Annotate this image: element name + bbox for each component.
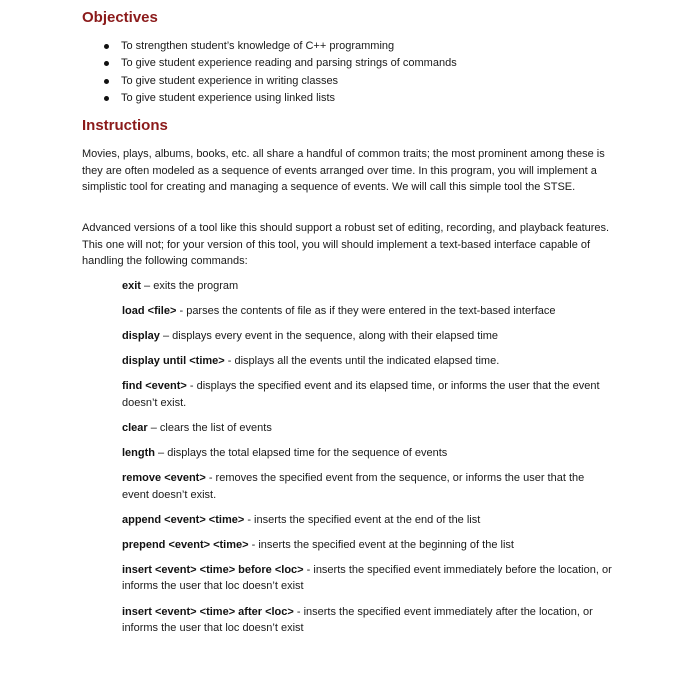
objective-item: [104, 38, 644, 55]
command-name: find <event>: [122, 380, 187, 393]
objective-text: To give student experience using linked lists: [121, 92, 336, 105]
command-item: [122, 278, 612, 295]
command-name: insert <event> <time> after <loc>: [122, 605, 294, 618]
command-description: - inserts the specified event at the end of the list: [244, 513, 481, 526]
command-item: [122, 353, 612, 370]
command-description: - displays all the events until the indicated elapsed time.: [224, 355, 500, 368]
command-name: load <file>: [122, 305, 177, 318]
command-description: – displays every event in the sequence, along with their elapsed time: [159, 330, 499, 343]
command-item: [122, 420, 612, 437]
command-name: length: [122, 447, 155, 460]
requirements-paragraph: Advanced versions of a tool like this should support a robust set of editing, recording, and playback features. This one will not; for your version of this tool, you will should implement a text-based interface capable of handling the following commands:: [82, 222, 610, 267]
bullet-icon: [104, 61, 109, 66]
command-name: prepend <event> <time>: [122, 538, 249, 551]
command-item: [122, 378, 612, 411]
command-item: [122, 512, 612, 529]
objective-item: [104, 55, 644, 72]
bullet-icon: [104, 96, 109, 101]
objective-text: To give student experience in writing classes: [121, 74, 339, 87]
command-name: append <event> <time>: [122, 513, 245, 526]
command-item: [122, 562, 612, 595]
objective-text: To strengthen student’s knowledge of C++ programming: [121, 40, 395, 52]
command-name: exit: [122, 280, 141, 292]
command-description: - inserts the specified event immediately after the location, or informs the user that loc doesn’t exist: [122, 605, 593, 635]
command-item: [122, 604, 612, 637]
command-name: insert <event> <time> before <loc>: [122, 563, 304, 576]
bullet-icon: [104, 44, 109, 49]
command-name: display until <time>: [122, 355, 225, 368]
objective-text: To give student experience reading and parsing strings of commands: [121, 57, 457, 70]
command-item: [122, 470, 612, 503]
objectives-list: [104, 38, 644, 108]
command-name: clear: [122, 421, 148, 434]
command-description: - parses the contents of file as if they were entered in the text-based interface: [176, 305, 556, 318]
objectives-heading: Objectives: [82, 9, 158, 26]
command-list: [122, 278, 612, 645]
command-item: [122, 328, 612, 345]
objective-item: [104, 73, 644, 90]
command-description: - inserts the specified event at the beginning of the list: [248, 538, 514, 551]
command-description: – exits the program: [140, 280, 239, 292]
command-item: [122, 303, 612, 320]
command-name: display: [122, 330, 160, 343]
command-name: remove <event>: [122, 472, 206, 485]
command-description: – displays the total elapsed time for the sequence of events: [155, 447, 448, 460]
command-description: - displays the specified event and its elapsed time, or informs the user that the event doesn’t exist.: [122, 380, 600, 409]
objective-item: [104, 90, 644, 107]
command-description: - removes the specified event from the sequence, or informs the user that the event doesn’t exist.: [122, 472, 585, 501]
command-item: [122, 537, 612, 554]
command-description: – clears the list of events: [147, 421, 272, 434]
bullet-icon: [104, 79, 109, 84]
command-item: [122, 445, 612, 462]
instructions-heading: Instructions: [82, 117, 168, 134]
command-description: - inserts the specified event immediately before the location, or informs the user that loc doesn’t exist: [122, 563, 612, 593]
intro-paragraph: Movies, plays, albums, books, etc. all share a handful of common traits; the most prominent among these is they are often modeled as a sequence of events arranged over time. In this program, you will implement a simplistic tool for creating and managing a sequence of events. We will call this simple tool the STSE.: [82, 148, 605, 193]
